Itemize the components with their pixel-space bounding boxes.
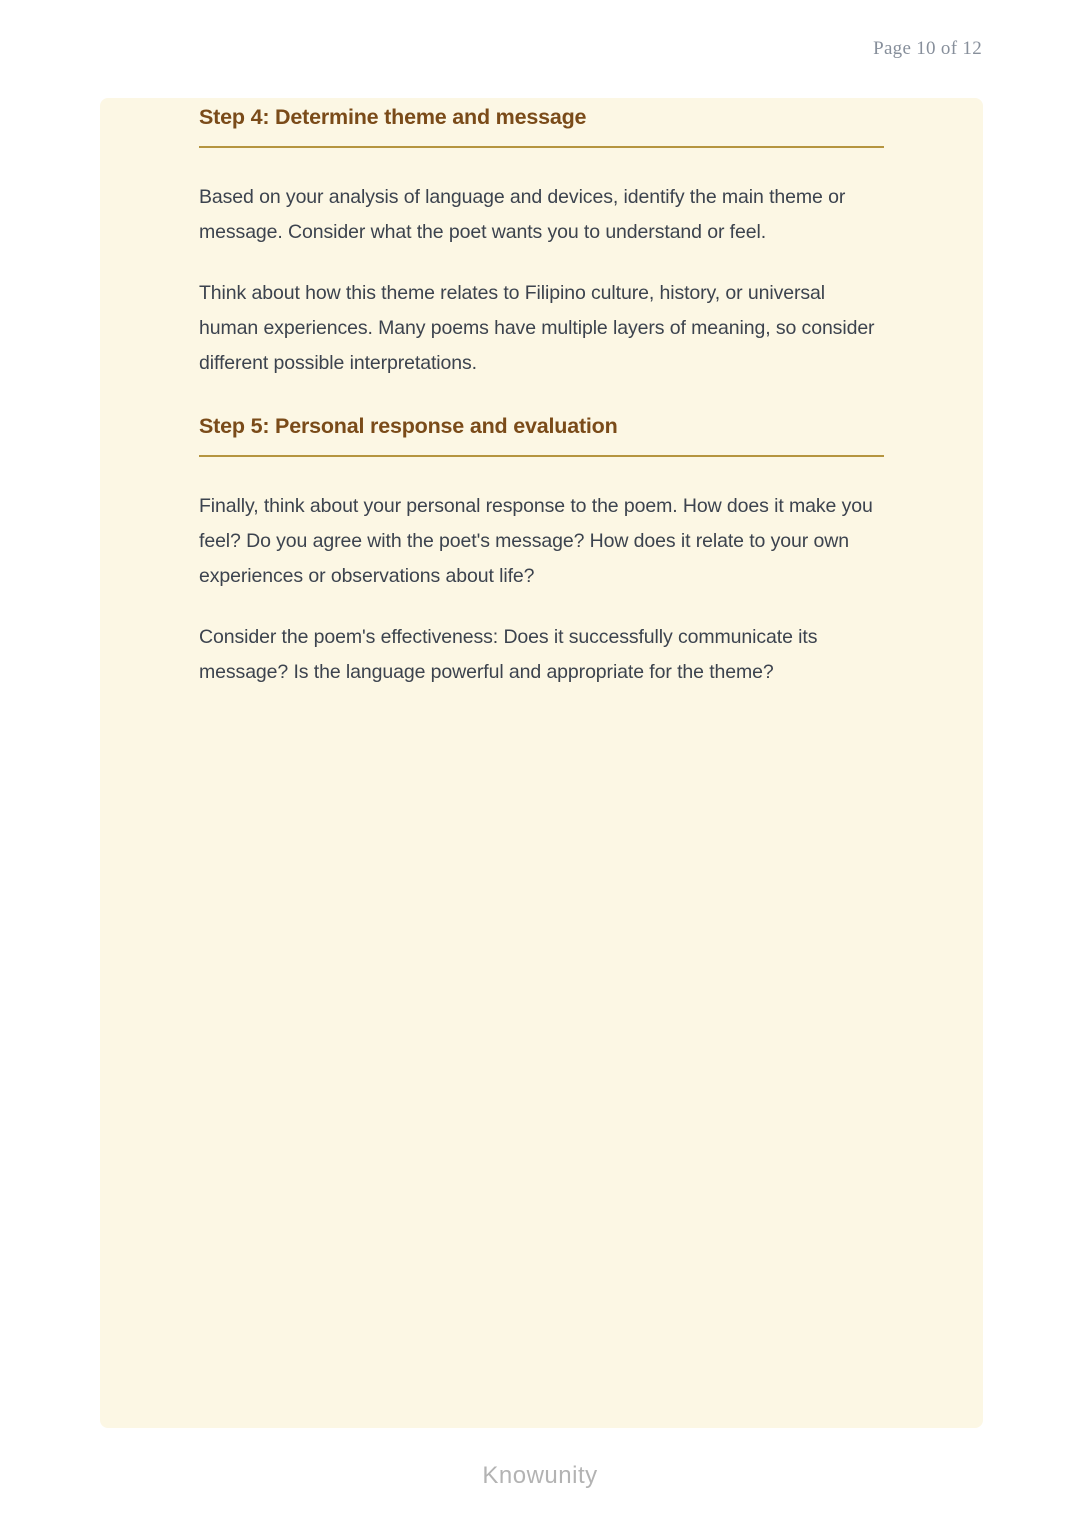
paragraph: Think about how this theme relates to Filipino culture, history, or universal human experiences. Many poems have multiple layers of meaning, so consider different possible interpretations. <box>199 282 875 374</box>
paragraph: Finally, think about your personal response to the poem. How does it make you feel? Do you agree with the poet's message? How does it relate to your own experiences or observations about life? <box>199 495 873 587</box>
section-step-5 <box>199 413 884 690</box>
paragraph: Consider the poem's effectiveness: Does it successfully communicate its message? Is the language powerful and appropriate for the theme? <box>199 626 818 683</box>
footer-brand: Knowunity <box>482 1462 598 1489</box>
section-heading: Step 5: Personal response and evaluation <box>199 413 884 457</box>
paragraph: Based on your analysis of language and devices, identify the main theme or message. Consider what the poet wants you to understand or feel. <box>199 186 846 243</box>
page-number: Page 10 of 12 <box>873 38 982 59</box>
content-card <box>100 98 983 1428</box>
section-heading: Step 4: Determine theme and message <box>199 104 884 148</box>
section-step-4 <box>199 104 884 381</box>
